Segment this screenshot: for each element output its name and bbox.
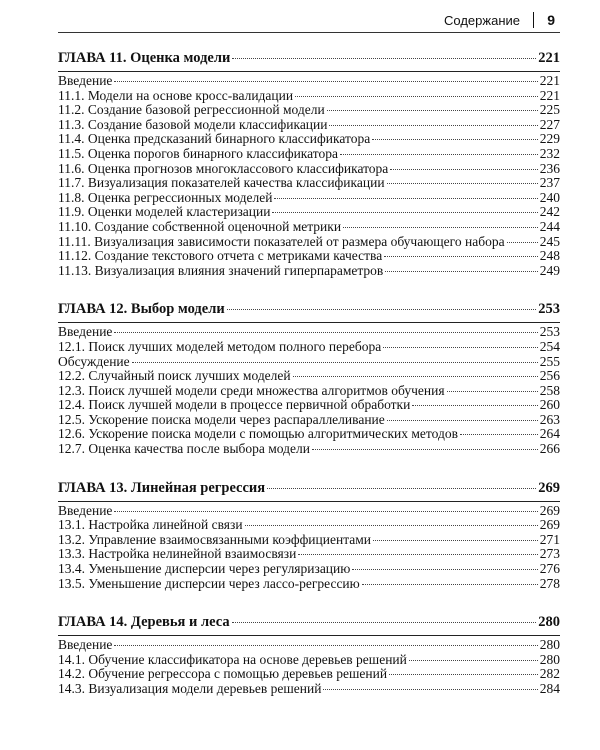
leader-dots: [385, 271, 537, 272]
leader-dots: [340, 154, 538, 155]
toc-entry[interactable]: [58, 162, 560, 177]
entry-title: 11.5. Оценка порогов бинарного классификатора: [58, 145, 338, 161]
toc-entry[interactable]: [58, 132, 560, 147]
entry-title: 11.1. Модели на основе кросс-валидации: [58, 87, 294, 103]
entry-page: 269: [539, 517, 560, 533]
leader-dots: [293, 376, 538, 377]
leader-dots: [352, 569, 537, 570]
leader-dots: [267, 488, 536, 489]
entry-title: Обсуждение: [58, 353, 130, 369]
entry-title: 14.2. Обучение регрессора с помощью деревьев решений: [58, 666, 388, 682]
leader-dots: [389, 674, 538, 675]
entry-title: 13.4. Уменьшение дисперсии через регуляризацию: [58, 561, 351, 577]
leader-dots: [323, 689, 537, 690]
leader-dots: [312, 449, 538, 450]
toc-entry[interactable]: [58, 235, 560, 250]
toc-entry[interactable]: [58, 89, 560, 104]
entry-page: 221: [539, 87, 560, 103]
entry-page: 264: [539, 426, 560, 442]
toc-entry[interactable]: [58, 355, 560, 370]
chapter-rule: [58, 501, 560, 502]
toc-entry[interactable]: [58, 220, 560, 235]
entry-title: 11.7. Визуализация показателей качества классификации: [58, 175, 385, 191]
entry-title: 12.1. Поиск лучших моделей методом полного перебора: [58, 338, 382, 354]
entry-title: 14.3. Визуализация модели деревьев решений: [58, 681, 322, 696]
entry-title: 11.3. Создание базовой модели классификации: [58, 116, 328, 132]
entry-page: 244: [539, 218, 560, 234]
leader-dots: [387, 183, 538, 184]
leader-dots: [343, 227, 538, 228]
chapter-page: 280: [538, 614, 560, 631]
entry-title: 11.10. Создание собственной оценочной метрики: [58, 218, 342, 234]
entry-title: 11.13. Визуализация влияния значений гиперпараметров: [58, 262, 384, 278]
entry-page: 271: [539, 531, 560, 547]
leader-dots: [412, 405, 537, 406]
toc-entry[interactable]: [58, 413, 560, 428]
entry-page: 240: [539, 189, 560, 205]
leader-dots: [387, 420, 538, 421]
chapter-title: ГЛАВА 12. Выбор модели: [58, 301, 225, 318]
entry-title: 13.2. Управление взаимосвязанными коэффициентами: [58, 531, 372, 547]
entry-page: 236: [539, 160, 560, 176]
chapter-title: ГЛАВА 13. Линейная регрессия: [58, 479, 266, 496]
toc-entry[interactable]: [58, 147, 560, 162]
entry-title: 13.1. Настройка линейной связи: [58, 517, 243, 533]
entry-page: 225: [539, 102, 560, 118]
entry-title: 11.8. Оценка регрессионных моделей: [58, 189, 273, 205]
leader-dots: [114, 81, 537, 82]
leader-dots: [384, 256, 538, 257]
toc-entry[interactable]: [58, 249, 560, 264]
entry-title: 12.2. Случайный поиск лучших моделей: [58, 368, 291, 384]
entry-title: 12.7. Оценка качества после выбора модели: [58, 441, 310, 457]
chapter-block: [58, 47, 560, 278]
entry-title: Введение: [58, 73, 113, 88]
leader-dots: [272, 212, 537, 213]
toc-entry[interactable]: [58, 191, 560, 206]
leader-dots: [295, 96, 538, 97]
entry-page: 280: [539, 651, 560, 667]
toc-entry[interactable]: [58, 74, 560, 89]
leader-dots: [447, 391, 538, 392]
toc-entry[interactable]: [58, 384, 560, 399]
toc-entry[interactable]: [58, 518, 560, 533]
entry-page: 284: [539, 681, 560, 696]
toc-entry[interactable]: [58, 504, 560, 519]
entry-page: 221: [539, 73, 560, 88]
entry-page: 282: [539, 666, 560, 682]
leader-dots: [232, 58, 536, 59]
chapter-heading[interactable]: [58, 47, 560, 69]
entry-page: 253: [539, 324, 560, 340]
entry-page: 232: [539, 145, 560, 161]
toc-entry[interactable]: [58, 667, 560, 682]
entry-page: 249: [539, 262, 560, 278]
entry-page: 273: [539, 546, 560, 562]
leader-dots: [114, 645, 537, 646]
leader-dots: [373, 540, 538, 541]
toc-entry[interactable]: [58, 533, 560, 548]
toc-entry[interactable]: [58, 176, 560, 191]
chapter-heading[interactable]: [58, 477, 560, 499]
chapter-heading[interactable]: [58, 298, 560, 320]
entry-title: 11.6. Оценка прогнозов многоклассового классификатора: [58, 160, 389, 176]
chapter-rule: [58, 71, 560, 72]
entry-title: 14.1. Обучение классификатора на основе деревьев решений: [58, 651, 407, 667]
toc-entry[interactable]: [58, 325, 560, 340]
entry-title: 13.3. Настройка нелинейной взаимосвязи: [58, 546, 297, 562]
chapter-block: [58, 477, 560, 592]
entry-title: 12.5. Ускорение поиска модели через распараллеливание: [58, 411, 385, 427]
entry-title: 12.3. Поиск лучшей модели среди множества алгоритмов обучения: [58, 382, 445, 398]
entry-page: 237: [539, 175, 560, 191]
entry-title: 11.11. Визуализация зависимости показателей от размера обучающего набора: [58, 233, 505, 249]
chapter-title: ГЛАВА 11. Оценка модели: [58, 50, 231, 66]
entry-page: 278: [539, 575, 560, 591]
leader-dots: [327, 110, 538, 111]
toc-entry[interactable]: [58, 340, 560, 355]
entry-title: Введение: [58, 637, 113, 653]
leader-dots: [298, 554, 537, 555]
toc-entry[interactable]: [58, 547, 560, 562]
toc-entry[interactable]: [58, 427, 560, 442]
chapter-page: 269: [538, 479, 560, 496]
entry-page: 269: [539, 502, 560, 518]
table-of-contents: [58, 40, 560, 717]
entry-page: 245: [539, 233, 560, 249]
leader-dots: [232, 622, 537, 623]
leader-dots: [390, 169, 537, 170]
header-separator: [533, 12, 534, 28]
toc-entry[interactable]: [58, 264, 560, 279]
toc-entry[interactable]: [58, 577, 560, 592]
chapter-title: ГЛАВА 14. Деревья и леса: [58, 614, 230, 631]
chapter-rule: [58, 322, 560, 323]
chapter-block: [58, 611, 560, 696]
leader-dots: [114, 332, 537, 333]
toc-entry[interactable]: [58, 682, 560, 697]
chapter-page: 253: [538, 301, 560, 318]
toc-entry[interactable]: [58, 398, 560, 413]
page-header: [0, 0, 600, 34]
entry-title: 11.9. Оценки моделей кластеризации: [58, 204, 271, 220]
entry-page: 248: [539, 248, 560, 264]
toc-entry[interactable]: [58, 653, 560, 668]
leader-dots: [227, 309, 537, 310]
entry-page: 280: [539, 637, 560, 653]
leader-dots: [409, 660, 538, 661]
leader-dots: [329, 125, 537, 126]
chapter-heading[interactable]: [58, 611, 560, 633]
entry-title: Введение: [58, 502, 113, 518]
entry-page: 266: [539, 441, 560, 457]
entry-page: 254: [539, 338, 560, 354]
entry-page: 255: [539, 353, 560, 369]
toc-entry[interactable]: [58, 103, 560, 118]
entry-page: 242: [539, 204, 560, 220]
entry-title: 12.4. Поиск лучшей модели в процессе первичной обработки: [58, 397, 411, 413]
leader-dots: [245, 525, 538, 526]
chapter-page: 221: [538, 50, 560, 66]
running-title: Содержание: [444, 13, 520, 28]
leader-dots: [362, 584, 538, 585]
entry-page: 229: [539, 131, 560, 147]
toc-entry[interactable]: [58, 638, 560, 653]
leader-dots: [383, 347, 538, 348]
leader-dots: [507, 242, 538, 243]
entry-title: Введение: [58, 324, 113, 340]
toc-entry[interactable]: [58, 442, 560, 457]
entry-page: 227: [539, 116, 560, 132]
leader-dots: [460, 434, 538, 435]
leader-dots: [132, 362, 538, 363]
entry-title: 13.5. Уменьшение дисперсии через лассо-регрессию: [58, 575, 360, 591]
entry-title: 11.12. Создание текстового отчета с метриками качества: [58, 248, 383, 264]
entry-title: 11.4. Оценка предсказаний бинарного классификатора: [58, 131, 371, 147]
entry-page: 276: [539, 561, 560, 577]
toc-entry[interactable]: [58, 205, 560, 220]
chapter-rule: [58, 635, 560, 636]
entry-title: 11.2. Создание базовой регрессионной модели: [58, 102, 325, 118]
entry-page: 256: [539, 368, 560, 384]
leader-dots: [114, 511, 537, 512]
entry-page: 260: [539, 397, 560, 413]
entry-title: 12.6. Ускорение поиска модели с помощью алгоритмических методов: [58, 426, 458, 442]
leader-dots: [274, 198, 537, 199]
page-number: 9: [547, 12, 555, 28]
toc-entry[interactable]: [58, 562, 560, 577]
header-rule: [58, 32, 560, 33]
leader-dots: [372, 139, 538, 140]
entry-page: 263: [539, 411, 560, 427]
chapter-block: [58, 298, 560, 456]
entry-page: 258: [539, 382, 560, 398]
toc-entry[interactable]: [58, 118, 560, 133]
toc-entry[interactable]: [58, 369, 560, 384]
